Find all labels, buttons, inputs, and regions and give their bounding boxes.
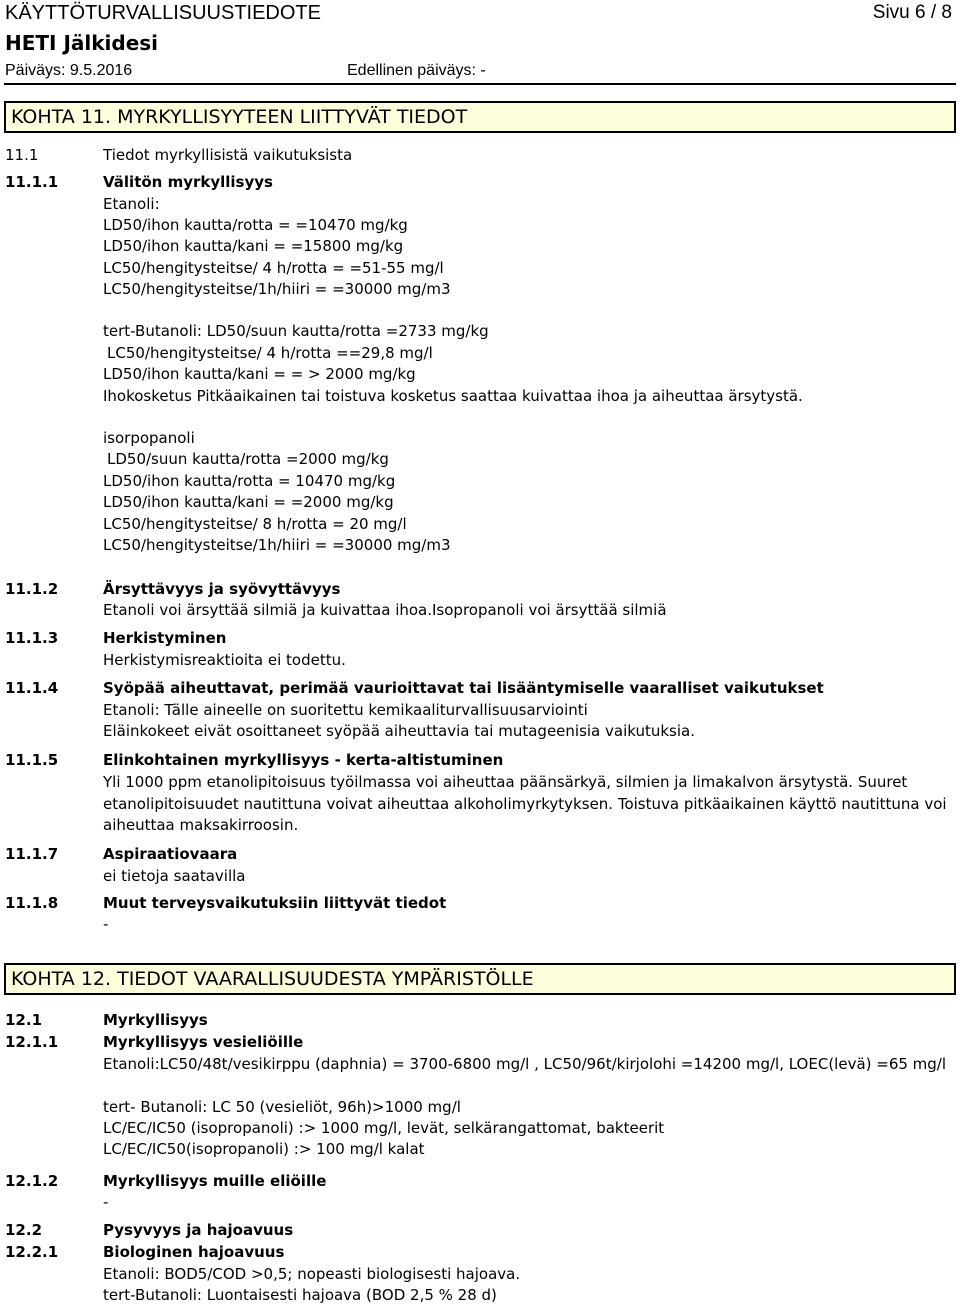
text-line: Etanoli: BOD5/COD >0,5; nopeasti biologisesti hajoava. (103, 1265, 521, 1283)
text-line: LC50/hengitysteitse/ 4 h/rotta ==29,8 mg/l (107, 344, 433, 362)
subsection-title: Biologinen hajoavuus (103, 1243, 285, 1261)
subsection-number: 11.1.8 (5, 894, 59, 912)
text-line: - (103, 1193, 109, 1211)
text-line: LD50/ihon kautta/kani = =2000 mg/kg (103, 493, 394, 511)
section-11-title: KOHTA 11. MYRKYLLISYYTEEN LIITTYVÄT TIEDOT (11, 106, 468, 128)
document-title: KÄYTTÖTURVALLISUUSTIEDOTE (5, 2, 321, 24)
subsection-title: Syöpää aiheuttavat, perimää vaurioittavat tai lisääntymiselle vaaralliset vaikutukset (103, 679, 824, 697)
subsection-number: 12.1 (5, 1011, 43, 1029)
text-line: - (103, 915, 109, 933)
page-number: Sivu 6 / 8 (872, 2, 952, 23)
text-line: Etanoli: (103, 195, 160, 213)
text-line: LC/EC/IC50(isopropanoli) :> 100 mg/l kalat (103, 1140, 425, 1158)
text-line: tert- Butanoli: LC 50 (vesieliöt, 96h)>1000 mg/l (103, 1098, 461, 1116)
subsection-title: Elinkohtainen myrkyllisyys - kerta-altistuminen (103, 751, 504, 769)
text-line: LC50/hengitysteitse/ 4 h/rotta = =51-55 mg/l (103, 259, 444, 277)
subsection-number: 12.2.1 (5, 1243, 59, 1261)
subsection-title: Muut terveysvaikutuksiin liittyvät tiedot (103, 894, 447, 912)
subsection-number: 11.1.2 (5, 580, 59, 598)
subsection-number: 11.1 (5, 146, 39, 164)
text-line: Ihokosketus Pitkäaikainen tai toistuva kosketus saattaa kuivattaa ihoa ja aiheuttaa ärsytystä. (103, 387, 803, 405)
text-line: tert-Butanoli: Luontaisesti hajoava (BOD 2,5 % 28 d) (103, 1286, 497, 1304)
subsection-title: Ärsyttävyys ja syövyttävyys (103, 580, 341, 598)
text-line: LC50/hengitysteitse/1h/hiiri = =30000 mg/m3 (103, 280, 451, 298)
text-line: LD50/ihon kautta/rotta = =10470 mg/kg (103, 216, 408, 234)
text-line: LC50/hengitysteitse/1h/hiiri = =30000 mg/m3 (103, 536, 451, 554)
text-paragraph: Yli 1000 ppm etanolipitoisuus työilmassa voi aiheuttaa päänsärkyä, silmien ja limakalvon ärsytystä. Suuret etanolipitoisuudet nautittuna voivat aiheuttaa alkoholimyrkytyksen. Toistuva pitkäaikainen käyttö nautittuna voi aiheuttaa maksakirroosin. (103, 773, 947, 834)
subsection-number: 11.1.3 (5, 629, 59, 647)
subsection-number: 11.1.7 (5, 845, 59, 863)
section-12-banner (4, 963, 956, 995)
subsection-title: Pysyvyys ja hajoavuus (103, 1221, 294, 1239)
text-line: Eläinkokeet eivät osoittaneet syöpää aiheuttavia tai mutageenisia vaikutuksia. (103, 722, 696, 740)
subsection-number: 12.1.2 (5, 1172, 59, 1190)
text-paragraph: Etanoli:LC50/48t/vesikirppu (daphnia) = 3700-6800 mg/l , LC50/96t/kirjolohi =14200 mg/l, LOEC(levä) =65 mg/l (103, 1055, 947, 1073)
subsection-title: Tiedot myrkyllisistä vaikutuksista (103, 146, 353, 164)
section-12-title: KOHTA 12. TIEDOT VAARALLISUUDESTA YMPÄRISTÖLLE (11, 968, 534, 990)
subsection-title: Myrkyllisyys muille eliöille (103, 1172, 327, 1190)
text-line: Herkistymisreaktioita ei todettu. (103, 651, 346, 669)
product-name: HETI Jälkidesi (5, 31, 159, 55)
text-line: ei tietoja saatavilla (103, 867, 246, 885)
text-line: Etanoli: Tälle aineelle on suoritettu kemikaaliturvallisuusarviointi (103, 701, 588, 719)
subsection-number: 11.1.1 (5, 173, 59, 191)
text-line: LD50/ihon kautta/kani = = > 2000 mg/kg (103, 365, 416, 383)
text-line: LD50/ihon kautta/rotta = 10470 mg/kg (103, 472, 396, 490)
subsection-title: Aspiraatiovaara (103, 845, 238, 863)
subsection-number: 11.1.5 (5, 751, 59, 769)
section-11-banner (4, 101, 956, 133)
text-line: LD50/suun kautta/rotta =2000 mg/kg (107, 450, 389, 468)
text-line: LD50/ihon kautta/kani = =15800 mg/kg (103, 237, 404, 255)
text-line: LC50/hengitysteitse/ 8 h/rotta = 20 mg/l (103, 515, 407, 533)
subsection-title: Myrkyllisyys vesieliöille (103, 1033, 304, 1051)
subsection-number: 12.2 (5, 1221, 43, 1239)
subsection-title: Herkistyminen (103, 629, 227, 647)
text-line: isorpopanoli (103, 429, 195, 447)
issue-date: Päiväys: 9.5.2016 (5, 62, 133, 79)
subsection-number: 12.1.1 (5, 1033, 59, 1051)
header-divider (4, 83, 956, 85)
text-line: LC/EC/IC50 (isopropanoli) :> 1000 mg/l, levät, selkärangattomat, bakteerit (103, 1119, 665, 1137)
subsection-title: Välitön myrkyllisyys (103, 173, 273, 191)
previous-date: Edellinen päiväys: - (347, 62, 486, 79)
text-line: tert-Butanoli: LD50/suun kautta/rotta =2733 mg/kg (103, 322, 489, 340)
text-line: Etanoli voi ärsyttää silmiä ja kuivattaa ihoa.Isopropanoli voi ärsyttää silmiä (103, 601, 667, 619)
subsection-title: Myrkyllisyys (103, 1011, 208, 1029)
subsection-number: 11.1.4 (5, 679, 59, 697)
